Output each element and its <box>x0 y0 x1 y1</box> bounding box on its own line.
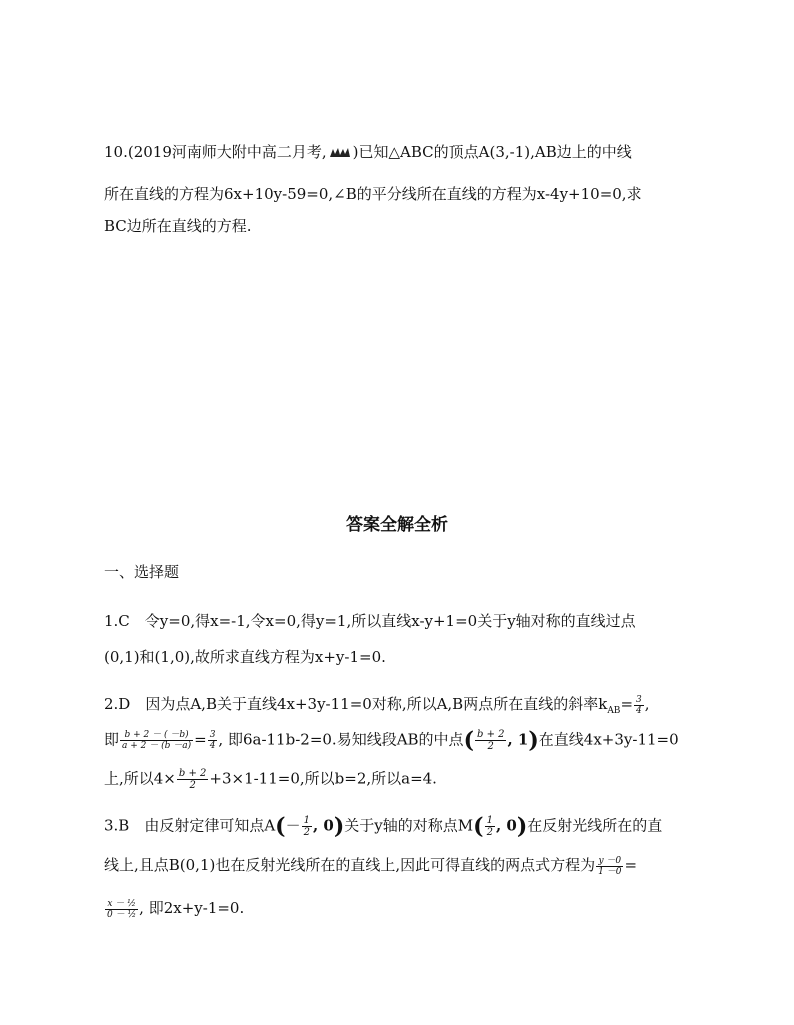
answer-2-line-3: 上,所以4× $\frac{b + 2}{2}$ +3×1-11=0,所以b=2,所以a=4. <box>104 768 437 791</box>
answer-1-line-2: (0,1)和(1,0),故所求直线方程为x+y-1=0. <box>104 648 386 666</box>
point-a-fraction: $\frac{1}{2}$ <box>303 815 310 838</box>
answer-3-line-1: 3.B 由反射定律可知点A(－ $\frac{1}{2}$ , 0)关于y轴的对称点M( $\frac{1}{2}$ , 0)在反射光线所在的直 <box>104 813 663 840</box>
difficulty-star-icon <box>327 146 353 160</box>
answer-3-line-2: 线上,且点B(0,1)也在反射光线所在的直线上,因此可得直线的两点式方程为 $\frac{y -0}{1 -0}$ = <box>104 855 638 877</box>
answer-3-line-3: $\frac{\text{x － ½}}{\text{0 － ½}}$ , 即2x+y-1=0. <box>107 898 245 920</box>
question-10-line-1: 10.(2019河南师大附中高二月考, )已知△ABC的顶点A(3,-1),AB边上的中线 <box>104 143 632 161</box>
question-10-line-3: BC边所在直线的方程. <box>104 217 252 235</box>
answer-1-line-1: 1.C 令y=0,得x=-1,令x=0,得y=1,所以直线x-y+1=0关于y轴对称的直线过点 <box>104 612 636 630</box>
answers-title: 答案全解全析 <box>346 515 448 535</box>
section-heading: 一、选择题 <box>104 563 180 581</box>
answer-2-line-1: 2.D 因为点A,B关于直线4x+3y-11=0对称,所以A,B两点所在直线的斜率$k_{AB}=$ $\frac{3}{4}$ , <box>104 694 650 716</box>
question-10-line-2: 所在直线的方程为6x+10y-59=0,∠B的平分线所在直线的方程为x-4y+10=0,求 <box>104 185 642 203</box>
midpoint-fraction: $\frac{b + 2}{2}$ <box>476 729 505 752</box>
slope-equation-fraction: $\frac{b + 2 - ( -b)}{a + 2 - (b -a)}$ <box>122 730 192 751</box>
answer-2-line-2: 即 $\frac{b + 2 - ( -b)}{a + 2 - (b -a)}$ = $\frac{3}{4}$ , 即6a-11b-2=0.易知线段AB的中点( $\frac{b + 2}{2}$ , 1)在直线4x+3y-11=0 <box>104 727 679 754</box>
point-m-fraction: $\frac{1}{2}$ <box>486 815 493 838</box>
slope-fraction: $\frac{3}{4}$ <box>636 694 642 716</box>
